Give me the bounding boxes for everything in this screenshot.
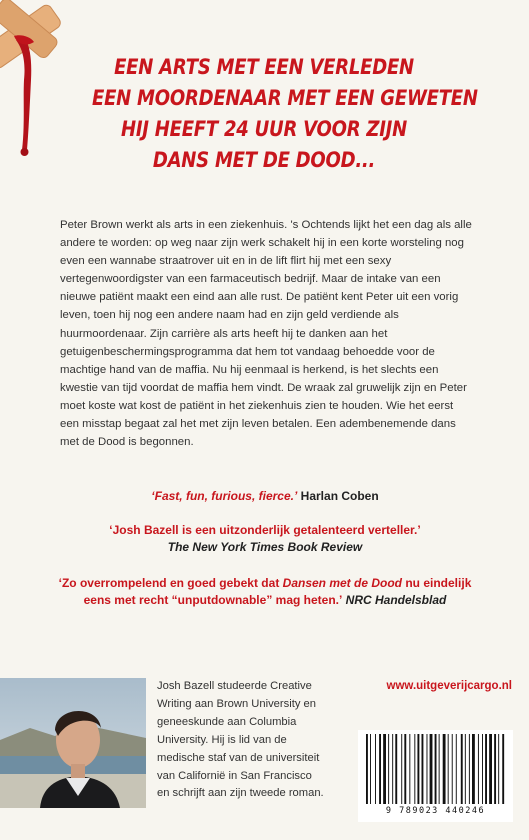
- quote-nyt: [40, 522, 490, 556]
- quote-nrc: [40, 575, 490, 609]
- quote-line-2: [40, 592, 490, 609]
- headline-line-1: EEN ARTS MET EEN VERLEDEN: [114, 55, 414, 79]
- headline: [92, 52, 478, 176]
- quote-harlan-coben: [40, 488, 490, 505]
- headline-line-4: DANS MET DE DOOD...: [152, 148, 376, 172]
- quote-text: ‘Josh Bazell is een uitzonderlijk getalenteerd verteller.’: [109, 523, 421, 537]
- headline-line-3: HIJ HEEFT 24 UUR VOOR ZIJN: [120, 117, 408, 141]
- blurb-text: Peter Brown werkt als arts in een ziekenhuis. 's Ochtends lijkt het een dag als alle andere te worden: op weg naar zijn werk schakelt hij in een korte worsteling nog even een wannabe straatrover uit en in de lift flirt hij met een sexy vertegenwoordigster van een farmaceutisch bedrijf. Maar de intake van een nieuwe patiënt maakt een eind aan alle rust. De patiënt kent Peter uit een vorig leven, toen hij nog een andere naam had en zijn geld verdiende als huurmoordenaar. Zijn carrière als arts heeft hij te danken aan het getuigenbeschermingsprogramma dat hem tot vandaag behoedde voor de machtige hand van de maffia. Nu hij eenmaal is herkend, is het slechts een kwestie van tijd voordat de maffia hem vindt. De wraak zal gruwelijk zijn en Peter moet koste wat kost de patiënt in het ziekenhuis zien te houden. Wie het eerst een misstap begaat zal het met zijn leven betalen. Een adembenemende dans met de Dood is begonnen.: [60, 219, 472, 449]
- quote-line-1: [40, 575, 490, 592]
- quote-book-title: Dansen met de Dood: [282, 576, 403, 590]
- quote-source: Harlan Coben: [300, 489, 379, 503]
- author-bio: Josh Bazell studeerde Creative Writing aan Brown University en geneeskunde aan Columbia University. Hij is lid van de medische staf van de universiteit van Californië in San Francisco en schrijft aan zijn tweede roman.: [157, 680, 324, 800]
- quote-part-2: nu eindelijk: [402, 576, 472, 590]
- publisher-website-link[interactable]: www.uitgeverijcargo.nl: [386, 680, 512, 692]
- isbn-number: 9 789023 440246: [385, 806, 486, 816]
- quote-source: The New York Times Book Review: [167, 540, 363, 554]
- quote-part-1: ‘Zo overrompelend en goed gebekt dat: [58, 576, 283, 590]
- bandage-blood-illustration: [0, 0, 70, 160]
- author-photo: [0, 678, 146, 808]
- quote-text: ‘Fast, fun, furious, fierce.’: [151, 489, 298, 503]
- quote-source: NRC Handelsblad: [345, 593, 447, 607]
- headline-line-2: EEN MOORDENAAR MET EEN GEWETEN: [92, 86, 478, 110]
- quote-part-3: eens met recht “unputdownable” mag heten.’: [83, 593, 343, 607]
